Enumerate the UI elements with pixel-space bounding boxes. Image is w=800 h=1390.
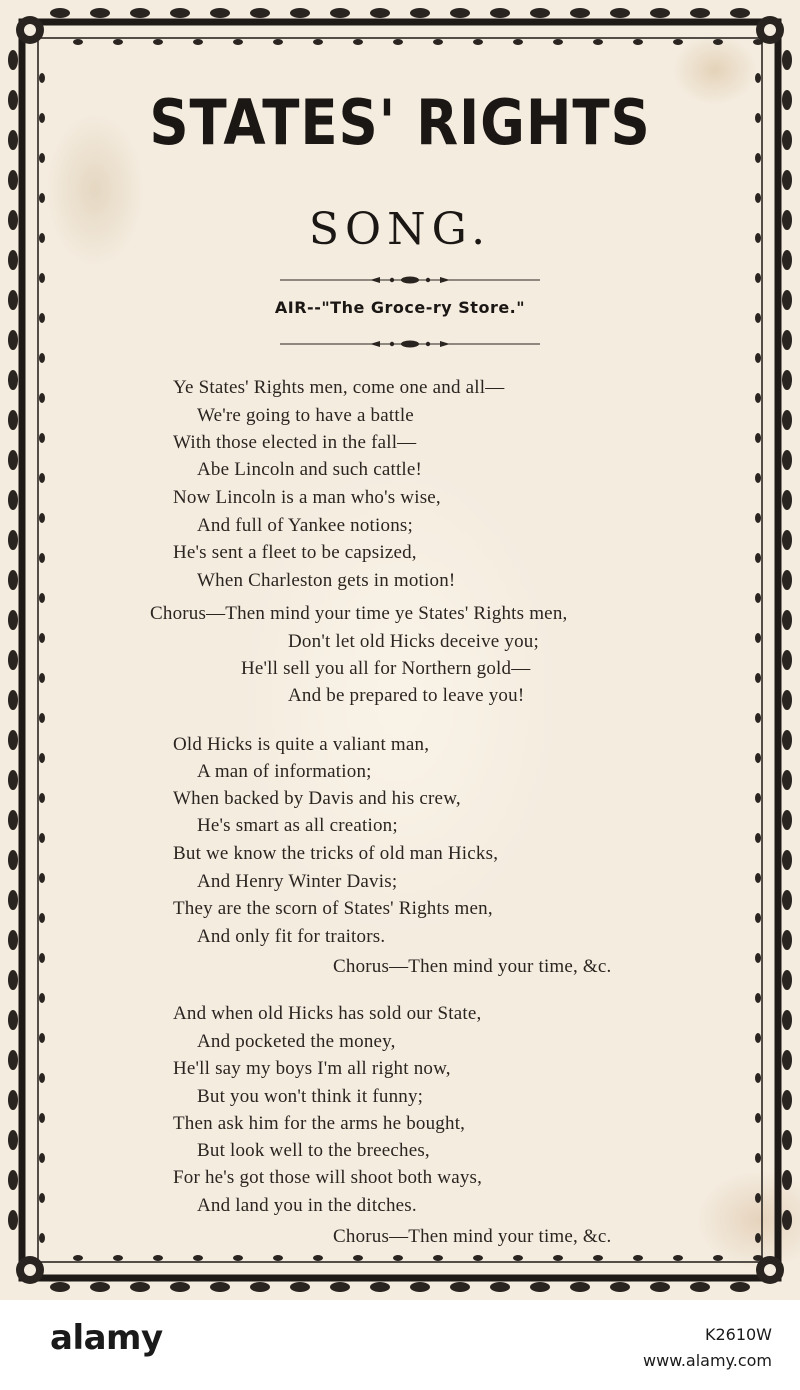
- border-scroll: [393, 1255, 403, 1261]
- border-scroll: [650, 1282, 670, 1292]
- border-scroll: [8, 1130, 18, 1150]
- border-scroll: [193, 39, 203, 45]
- border-scroll: [755, 233, 761, 243]
- border-scroll: [8, 570, 18, 590]
- verse-line: Abe Lincoln and such cattle!: [197, 459, 423, 480]
- border-scroll: [39, 1153, 45, 1163]
- border-scroll: [50, 1282, 70, 1292]
- border-scroll: [39, 713, 45, 723]
- border-scroll: [39, 313, 45, 323]
- border-scroll: [193, 1255, 203, 1261]
- border-scroll: [8, 890, 18, 910]
- verse-line: And when old Hicks has sold our State,: [173, 1003, 482, 1024]
- border-scroll: [273, 1255, 283, 1261]
- border-scroll: [490, 8, 510, 18]
- verse-line: They are the scorn of States' Rights men,: [173, 898, 493, 919]
- border-scroll: [170, 1282, 190, 1292]
- decorative-rule-bottom: [280, 337, 540, 351]
- border-scroll: [782, 290, 792, 310]
- border-scroll: [755, 593, 761, 603]
- border-scroll: [755, 953, 761, 963]
- verse-line: When Charleston gets in motion!: [197, 570, 456, 591]
- border-scroll: [39, 1193, 45, 1203]
- border-scroll: [8, 130, 18, 150]
- border-scroll: [673, 39, 683, 45]
- border-scroll: [90, 8, 110, 18]
- verse-line: Ye States' Rights men, come one and all—: [173, 377, 505, 398]
- border-scroll: [755, 553, 761, 563]
- border-scroll: [39, 353, 45, 363]
- border-scroll: [39, 153, 45, 163]
- border-scroll: [50, 8, 70, 18]
- border-scroll: [8, 410, 18, 430]
- verse-line: With those elected in the fall—: [173, 432, 417, 453]
- border-scroll: [782, 170, 792, 190]
- border-scroll: [450, 1282, 470, 1292]
- border-scroll: [782, 1210, 792, 1230]
- border-scroll: [39, 473, 45, 483]
- border-scroll: [313, 39, 323, 45]
- border-scroll: [755, 913, 761, 923]
- border-scroll: [39, 593, 45, 603]
- border-scroll: [353, 1255, 363, 1261]
- verse-line: And pocketed the money,: [197, 1031, 396, 1052]
- border-scroll: [782, 690, 792, 710]
- border-scroll: [690, 1282, 710, 1292]
- chorus-line: Chorus—Then mind your time ye States' Rights men,: [150, 603, 568, 624]
- border-scroll: [755, 1073, 761, 1083]
- border-scroll: [8, 1010, 18, 1030]
- border-scroll: [782, 130, 792, 150]
- chorus-line: He'll sell you all for Northern gold—: [241, 658, 531, 679]
- border-scroll: [8, 50, 18, 70]
- verse-line: He'll say my boys I'm all right now,: [173, 1058, 451, 1079]
- border-scroll: [755, 1233, 761, 1243]
- border-scroll: [755, 1033, 761, 1043]
- border-scroll: [755, 513, 761, 523]
- border-scroll: [730, 1282, 750, 1292]
- border-scroll: [513, 39, 523, 45]
- border-scroll: [755, 1193, 761, 1203]
- decorative-rule-top: [280, 273, 540, 287]
- border-scroll: [610, 8, 630, 18]
- image-id: K2610W: [704, 1325, 772, 1344]
- border-scroll: [713, 1255, 723, 1261]
- verse-line: He's sent a fleet to be capsized,: [173, 542, 417, 563]
- border-scroll: [39, 513, 45, 523]
- border-scroll: [782, 930, 792, 950]
- border-scroll: [782, 50, 792, 70]
- border-scroll: [73, 1255, 83, 1261]
- border-scroll: [39, 433, 45, 443]
- border-scroll: [755, 113, 761, 123]
- border-scroll: [8, 370, 18, 390]
- border-scroll: [39, 193, 45, 203]
- verse-line: And full of Yankee notions;: [197, 515, 413, 536]
- border-scroll: [39, 233, 45, 243]
- border-scroll: [210, 8, 230, 18]
- border-scroll: [250, 8, 270, 18]
- border-scroll: [782, 1170, 792, 1190]
- border-scroll: [410, 1282, 430, 1292]
- border-scroll: [782, 530, 792, 550]
- verse-line: We're going to have a battle: [197, 405, 414, 426]
- border-scroll: [39, 833, 45, 843]
- border-scroll: [755, 473, 761, 483]
- border-scroll: [39, 1073, 45, 1083]
- border-scroll: [313, 1255, 323, 1261]
- border-scroll: [570, 1282, 590, 1292]
- border-scroll: [8, 250, 18, 270]
- border-scroll: [8, 850, 18, 870]
- border-scroll: [39, 993, 45, 1003]
- border-scroll: [755, 793, 761, 803]
- border-scroll: [233, 1255, 243, 1261]
- border-scroll: [782, 810, 792, 830]
- watermark-url: www.alamy.com: [643, 1351, 772, 1370]
- border-scroll: [8, 1090, 18, 1110]
- border-scroll: [755, 73, 761, 83]
- verse-line: And Henry Winter Davis;: [197, 871, 398, 892]
- border-scroll: [593, 1255, 603, 1261]
- border-scroll: [755, 673, 761, 683]
- verse-line: When backed by Davis and his crew,: [173, 788, 461, 809]
- border-scroll: [8, 930, 18, 950]
- border-scroll: [593, 39, 603, 45]
- border-scroll: [8, 530, 18, 550]
- border-scroll: [730, 8, 750, 18]
- border-scroll: [713, 39, 723, 45]
- border-scroll: [8, 290, 18, 310]
- border-scroll: [39, 753, 45, 763]
- border-scroll: [8, 970, 18, 990]
- border-scroll: [330, 8, 350, 18]
- border-scroll: [8, 330, 18, 350]
- border-scroll: [755, 393, 761, 403]
- border-scroll: [450, 8, 470, 18]
- border-scroll: [755, 713, 761, 723]
- border-scroll: [782, 970, 792, 990]
- border-scroll: [782, 490, 792, 510]
- border-scroll: [782, 1050, 792, 1070]
- border-scroll: [8, 650, 18, 670]
- chorus-line: And be prepared to leave you!: [288, 685, 525, 706]
- border-scroll: [570, 8, 590, 18]
- chorus-line: Don't let old Hicks deceive you;: [288, 631, 539, 652]
- border-scroll: [330, 1282, 350, 1292]
- verse-line: He's smart as all creation;: [197, 815, 398, 836]
- border-scroll: [782, 650, 792, 670]
- border-scroll: [39, 393, 45, 403]
- air-tune-line: AIR--"The Groce-ry Store.": [274, 298, 526, 317]
- border-scroll: [8, 490, 18, 510]
- border-scroll: [39, 1113, 45, 1123]
- border-scroll: [410, 8, 430, 18]
- border-scroll: [782, 410, 792, 430]
- border-scroll: [755, 833, 761, 843]
- alamy-logo: alamy: [50, 1318, 163, 1358]
- verse-line: But you won't think it funny;: [197, 1086, 424, 1107]
- border-scroll: [782, 1090, 792, 1110]
- border-scroll: [8, 90, 18, 110]
- chorus-line: Chorus—Then mind your time, &c.: [333, 956, 612, 977]
- border-scroll: [433, 39, 443, 45]
- border-scroll: [90, 1282, 110, 1292]
- border-scroll: [39, 1033, 45, 1043]
- border-scroll: [650, 8, 670, 18]
- border-scroll: [633, 1255, 643, 1261]
- border-scroll: [755, 153, 761, 163]
- border-scroll: [39, 673, 45, 683]
- border-scroll: [8, 610, 18, 630]
- border-scroll: [755, 873, 761, 883]
- border-scroll: [755, 353, 761, 363]
- border-scroll: [39, 113, 45, 123]
- border-scroll: [8, 1050, 18, 1070]
- border-scroll: [370, 1282, 390, 1292]
- border-scroll: [290, 1282, 310, 1292]
- border-scroll: [782, 370, 792, 390]
- border-scroll: [755, 273, 761, 283]
- border-scroll: [782, 570, 792, 590]
- verse-line: And land you in the ditches.: [197, 1195, 417, 1216]
- border-scroll: [690, 8, 710, 18]
- border-scroll: [633, 39, 643, 45]
- border-scroll: [39, 273, 45, 283]
- verse-line: A man of information;: [197, 761, 372, 782]
- border-scroll: [8, 210, 18, 230]
- border-scroll: [513, 1255, 523, 1261]
- border-scroll: [782, 450, 792, 470]
- border-scroll: [755, 193, 761, 203]
- border-scroll: [755, 1113, 761, 1123]
- border-scroll: [8, 1210, 18, 1230]
- border-scroll: [782, 770, 792, 790]
- border-scroll: [782, 1010, 792, 1030]
- border-scroll: [8, 770, 18, 790]
- verse-line: But look well to the breeches,: [197, 1140, 430, 1161]
- border-scroll: [530, 8, 550, 18]
- border-scroll: [8, 810, 18, 830]
- border-scroll: [782, 250, 792, 270]
- border-scroll: [130, 1282, 150, 1292]
- border-scroll: [113, 39, 123, 45]
- border-scroll: [39, 873, 45, 883]
- border-scroll: [782, 890, 792, 910]
- border-scroll: [473, 1255, 483, 1261]
- verse-line: Now Lincoln is a man who's wise,: [173, 487, 441, 508]
- border-scroll: [782, 730, 792, 750]
- border-scroll: [553, 1255, 563, 1261]
- border-scroll: [170, 8, 190, 18]
- border-scroll: [39, 913, 45, 923]
- border-scroll: [473, 39, 483, 45]
- border-scroll: [39, 553, 45, 563]
- border-scroll: [8, 170, 18, 190]
- border-scroll: [673, 1255, 683, 1261]
- song-title: STATES' RIGHTS: [149, 86, 651, 159]
- border-scroll: [233, 39, 243, 45]
- border-scroll: [433, 1255, 443, 1261]
- border-scroll: [393, 39, 403, 45]
- border-scroll: [39, 633, 45, 643]
- border-scroll: [755, 753, 761, 763]
- border-scroll: [782, 850, 792, 870]
- border-scroll: [782, 1130, 792, 1150]
- border-scroll: [8, 730, 18, 750]
- verse-line: Old Hicks is quite a valiant man,: [173, 734, 430, 755]
- verse-line: And only fit for traitors.: [197, 926, 386, 947]
- border-scroll: [755, 433, 761, 443]
- border-scroll: [782, 210, 792, 230]
- border-scroll: [8, 450, 18, 470]
- border-scroll: [113, 1255, 123, 1261]
- border-scroll: [39, 953, 45, 963]
- border-scroll: [370, 8, 390, 18]
- border-scroll: [39, 1233, 45, 1243]
- border-scroll: [39, 73, 45, 83]
- border-scroll: [153, 39, 163, 45]
- song-subtitle: SONG.: [308, 204, 492, 255]
- border-scroll: [73, 39, 83, 45]
- border-scroll: [782, 90, 792, 110]
- border-scroll: [250, 1282, 270, 1292]
- border-scroll: [755, 1153, 761, 1163]
- chorus-line: Chorus—Then mind your time, &c.: [333, 1226, 612, 1247]
- border-scroll: [130, 8, 150, 18]
- border-scroll: [782, 610, 792, 630]
- border-scroll: [8, 690, 18, 710]
- border-scroll: [210, 1282, 230, 1292]
- border-scroll: [530, 1282, 550, 1292]
- border-scroll: [610, 1282, 630, 1292]
- border-scroll: [490, 1282, 510, 1292]
- border-scroll: [273, 39, 283, 45]
- border-scroll: [153, 1255, 163, 1261]
- border-scroll: [553, 39, 563, 45]
- border-scroll: [8, 1170, 18, 1190]
- verse-line: For he's got those will shoot both ways,: [173, 1167, 483, 1188]
- verse-line: Then ask him for the arms he bought,: [173, 1113, 466, 1134]
- border-scroll: [39, 793, 45, 803]
- border-scroll: [755, 313, 761, 323]
- border-scroll: [290, 8, 310, 18]
- border-scroll: [782, 330, 792, 350]
- verse-line: But we know the tricks of old man Hicks,: [173, 843, 499, 864]
- border-scroll: [755, 633, 761, 643]
- border-scroll: [353, 39, 363, 45]
- border-scroll: [755, 993, 761, 1003]
